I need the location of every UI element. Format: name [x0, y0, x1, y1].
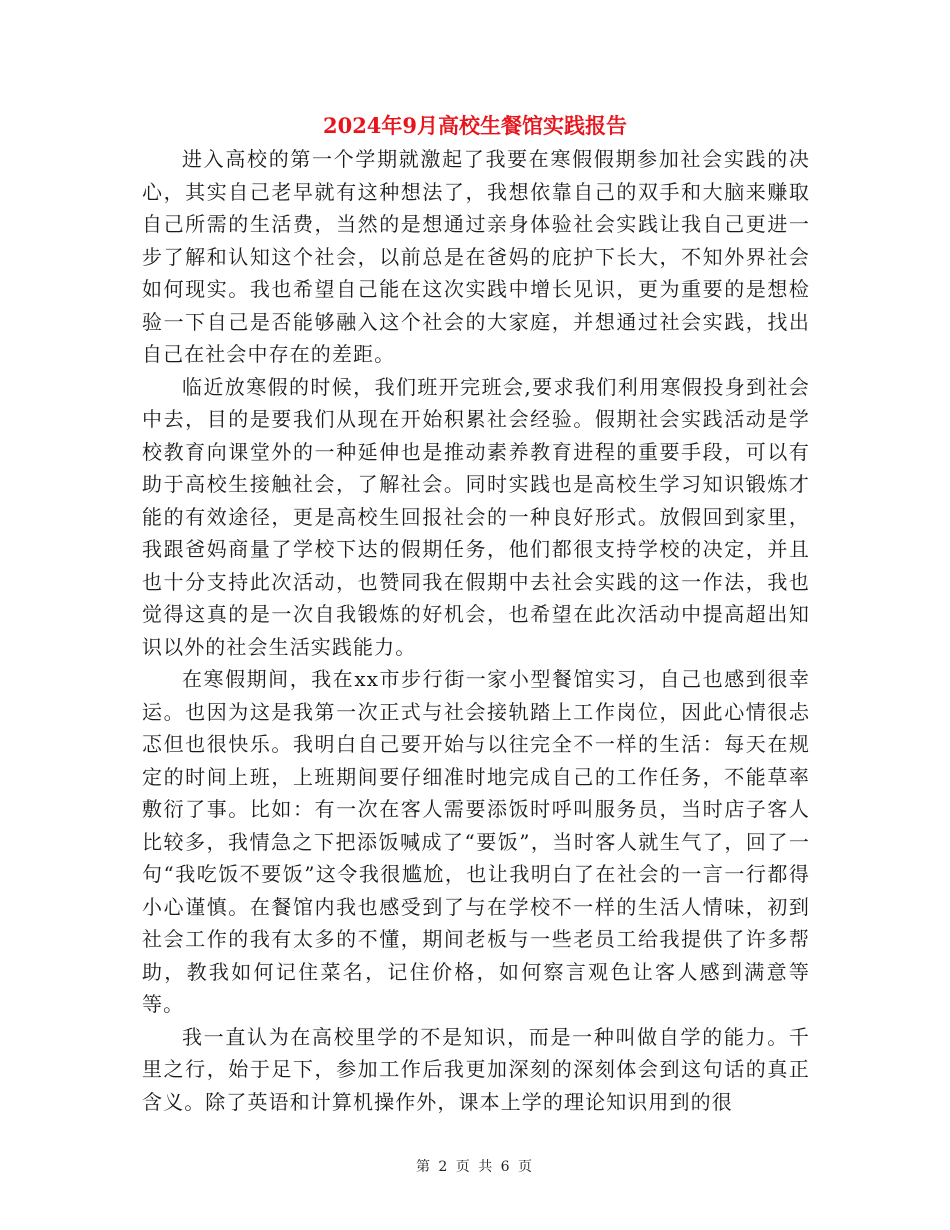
document-title: 2024年9月高校生餐馆实践报告: [322, 113, 628, 138]
paragraph-3: 在寒假期间，我在xx市步行街一家小型餐馆实习，自己也感到很幸运。也因为这是我第一次正式与社会接轨踏上工作岗位，因此心情很忐忑但也很快乐。我明白自己要开始与以往完全不一样的生活：每天在规定的时间上班，上班期间要仔细准时地完成自己的工作任务，不能草率敷衍了事。比如：有一次在客人需要添饭时呼叫服务员，当时店子客人比较多，我情急之下把添饭喊成了“要饭”，当时客人就生气了，回了一句“我吃饭不要饭”这令我很尴尬，也让我明白了在社会的一言一行都得小心谨慎。在餐馆内我也感受到了与在学校不一样的生活人情味，初到社会工作的我有太多的不懂，期间老板与一些老员工给我提供了许多帮助，教我如何记住菜名，记住价格，如何察言观色让客人感到满意等等。: [142, 667, 810, 1016]
paragraph-4: 我一直认为在高校里学的不是知识，而是一种叫做自学的能力。千里之行，始于足下，参加工作后我更加深刻的深刻体会到这句话的真正含义。除了英语和计算机操作外，课本上学的理论知识用到的很: [142, 1024, 810, 1114]
paragraph-2: 临近放寒假的时候，我们班开完班会,要求我们利用寒假投身到社会中去，目的是要我们从现在开始积累社会经验。假期社会实践活动是学校教育向课堂外的一种延伸也是推动素养教育进程的重要手段，可以有助于高校生接触社会，了解社会。同时实践也是高校生学习知识锻炼才能的有效途径，更是高校生回报社会的一种良好形式。放假回到家里，我跟爸妈商量了学校下达的假期任务，他们都很支持学校的决定，并且也十分支持此次活动，也赞同我在假期中去社会实践的这一作法，我也觉得这真的是一次自我锻炼的好机会，也希望在此次活动中提高超出知识以外的社会生活实践能力。: [142, 374, 810, 659]
page-footer: 第 2 页 共 6 页: [415, 1159, 535, 1175]
paragraph-1: 进入高校的第一个学期就激起了我要在寒假假期参加社会实践的决心，其实自己老早就有这种想法了，我想依靠自己的双手和大脑来赚取自己所需的生活费，当然的是想通过亲身体验社会实践让我自己更进一步了解和认知这个社会，以前总是在爸妈的庇护下长大，不知外界社会如何现实。我也希望自己能在这次实践中增长见识，更为重要的是想检验一下自己是否能够融入这个社会的大家庭，并想通过社会实践，找出自己在社会中存在的差距。: [142, 147, 810, 366]
document-body: [142, 143, 810, 1118]
